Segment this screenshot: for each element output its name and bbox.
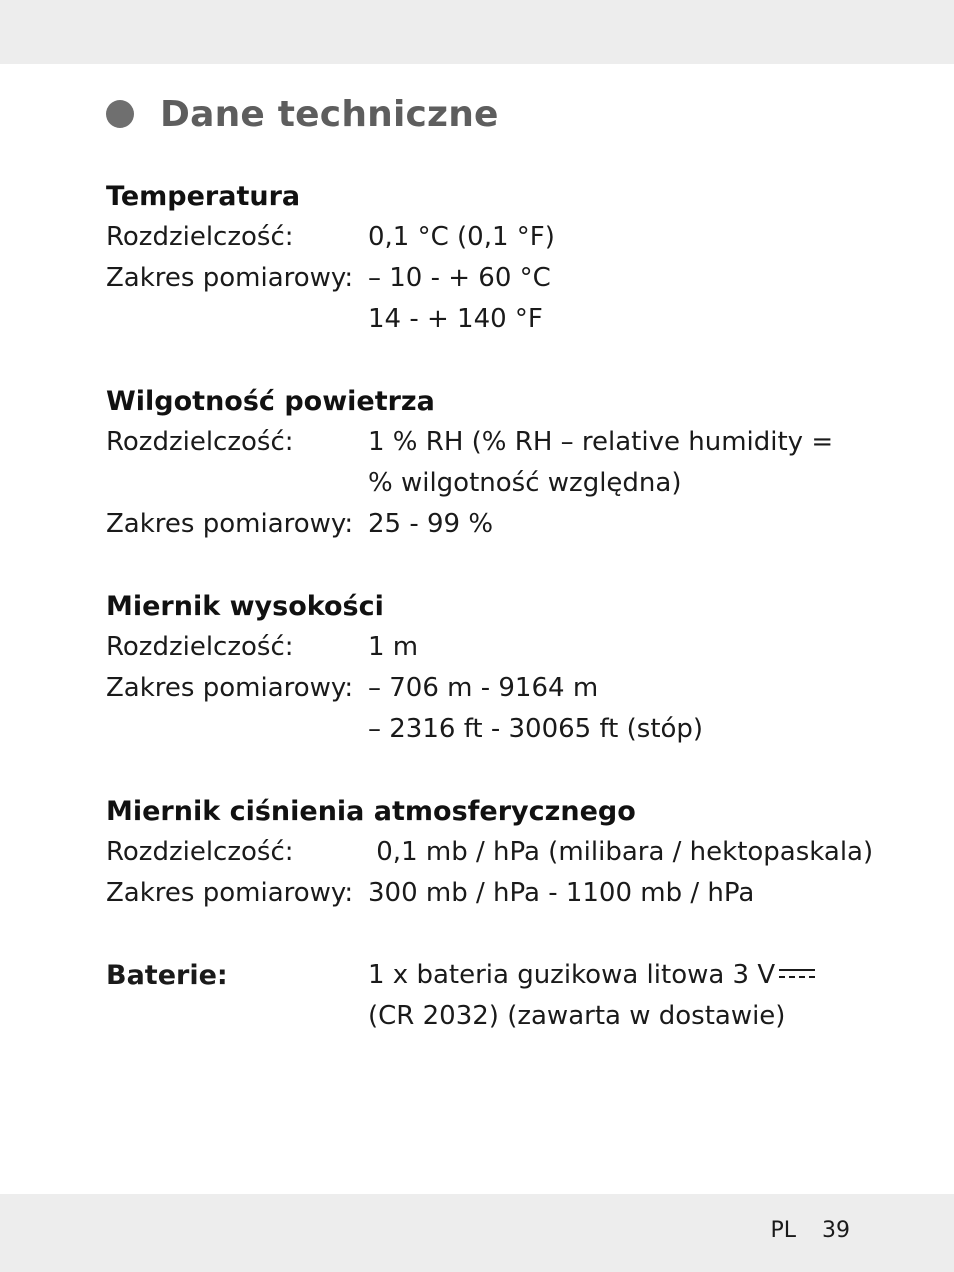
section-heading: [106, 86, 499, 142]
spec-label: Rozdzielczość:: [106, 427, 294, 457]
bullet-icon: [106, 100, 134, 128]
spec-value: 25 - 99 %: [368, 509, 494, 539]
spec-row: [106, 217, 906, 258]
spec-value: 1 m: [368, 632, 419, 662]
spec-group-humidity: [106, 381, 906, 545]
battery-value: (CR 2032) (zawarta w dostawie): [368, 1001, 786, 1031]
group-title: Wilgotność powietrza: [106, 386, 435, 417]
group-title: Miernik wysokości: [106, 591, 384, 622]
spec-row: [106, 668, 906, 750]
spec-value: 0,1 °C (0,1 °F): [368, 222, 555, 252]
battery-row: [106, 955, 906, 1037]
spec-row: [106, 627, 906, 668]
spec-group-temperature: [106, 176, 906, 340]
spec-label: Zakres pomiarowy:: [106, 509, 354, 539]
spec-row: [106, 832, 906, 873]
spec-value: 300 mb / hPa - 1100 mb / hPa: [368, 878, 755, 908]
spec-label: Rozdzielczość:: [106, 837, 294, 867]
spec-group-altitude: [106, 586, 906, 750]
spec-row: [106, 422, 906, 504]
spec-label: Zakres pomiarowy:: [106, 263, 354, 293]
spec-value: – 10 - + 60 °C: [368, 263, 551, 293]
spec-value: – 2316 ft - 30065 ft (stóp): [368, 714, 704, 744]
group-title: Miernik ciśnienia atmosferycznego: [106, 796, 636, 827]
spec-group-battery: [106, 955, 906, 1037]
spec-group-pressure: [106, 791, 906, 914]
spec-label: Rozdzielczość:: [106, 632, 294, 662]
spec-value: % wilgotność względna): [368, 468, 682, 498]
spec-label: Zakres pomiarowy:: [106, 878, 354, 908]
spec-value: 14 - + 140 °F: [368, 304, 543, 334]
group-title: Temperatura: [106, 181, 301, 212]
spec-row: [106, 873, 906, 914]
battery-value: [368, 955, 906, 996]
dc-voltage-icon: [779, 967, 815, 981]
spec-label: Zakres pomiarowy:: [106, 673, 354, 703]
spec-content: [106, 176, 906, 1078]
header-band: [0, 0, 954, 64]
spec-value: – 706 m - 9164 m: [368, 673, 599, 703]
spec-label: Rozdzielczość:: [106, 222, 294, 252]
page-number: 39: [822, 1218, 850, 1243]
battery-value-text: 1 x bateria guzikowa litowa 3 V: [368, 960, 776, 990]
spec-value: 0,1 mb / hPa (milibara / hektopaskala): [368, 837, 874, 867]
spec-value: 1 % RH (% RH – relative humidity =: [368, 427, 834, 457]
spec-row: [106, 504, 906, 545]
battery-label: Baterie:: [106, 960, 228, 991]
page-title: Dane techniczne: [160, 93, 499, 135]
page-footer: [770, 1218, 850, 1243]
language-code: PL: [770, 1218, 796, 1243]
spec-row: [106, 258, 906, 340]
